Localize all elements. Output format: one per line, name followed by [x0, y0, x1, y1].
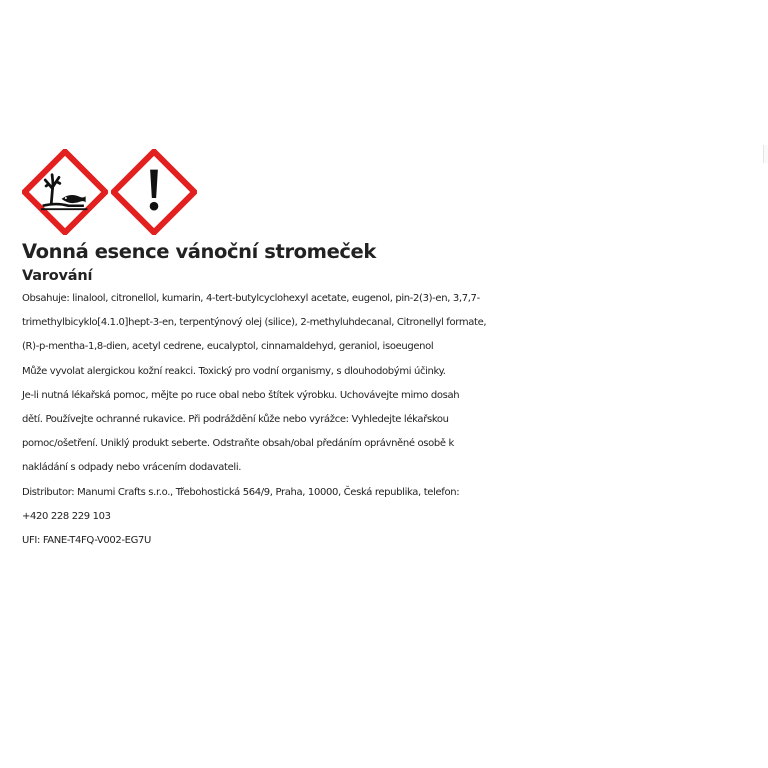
product-name: Vonná esence vánoční stromeček: [22, 240, 376, 263]
ingredients-line: Obsahuje: linalool, citronellol, kumarin, 4-tert-butylcyclohexyl acetate, eugenol, pin-2(3)-en, 3,7,7-: [22, 293, 480, 304]
phone-line: +420 228 229 103: [22, 510, 111, 522]
exclamation-mark-icon: [111, 149, 197, 235]
precaution-line: Je-li nutná lékařská pomoc, mějte po ruce obal nebo štítek výrobku. Uchovávejte mimo dosah: [22, 389, 460, 401]
scrollbar-edge: [763, 145, 768, 163]
ghs-pictograms: [22, 148, 762, 236]
hazard-statement-line: Může vyvolat alergickou kožní reakci. Toxický pro vodní organismy, s dlouhodobými účinky.: [22, 365, 446, 377]
ufi-line: UFI: FANE-T4FQ-V002-EG7U: [22, 535, 152, 547]
ingredients-line: (R)-p-mentha-1,8-dien, acetyl cedrene, eucalyptol, cinnamaldehyd, geraniol, isoeugenol: [22, 341, 434, 353]
ingredients-line: trimethylbicyklo[4.1.0]hept-3-en, terpentýnový olej (silice), 2-methyluhdecanal, Citronellyl formate,: [22, 317, 487, 329]
distributor-line: Distributor: Manumi Crafts s.r.o., Třebohostická 564/9, Praha, 10000, Česká republika, telefon:: [22, 486, 460, 498]
environment-hazard-icon: [22, 149, 108, 235]
precaution-line: pomoc/ošetření. Uniklý produkt seberte. Odstraňte obsah/obal předáním oprávněné osobě k: [22, 438, 454, 450]
precaution-line: dětí. Používejte ochranné rukavice. Při podráždění kůže nebo vyrážce: Vyhledejte lékařskou: [22, 414, 449, 426]
precaution-line: nakládání s odpady nebo vrácením dodavateli.: [22, 462, 242, 474]
label-text-block: [22, 287, 762, 553]
hazard-label: [22, 148, 762, 553]
signal-word: Varování: [22, 268, 93, 284]
